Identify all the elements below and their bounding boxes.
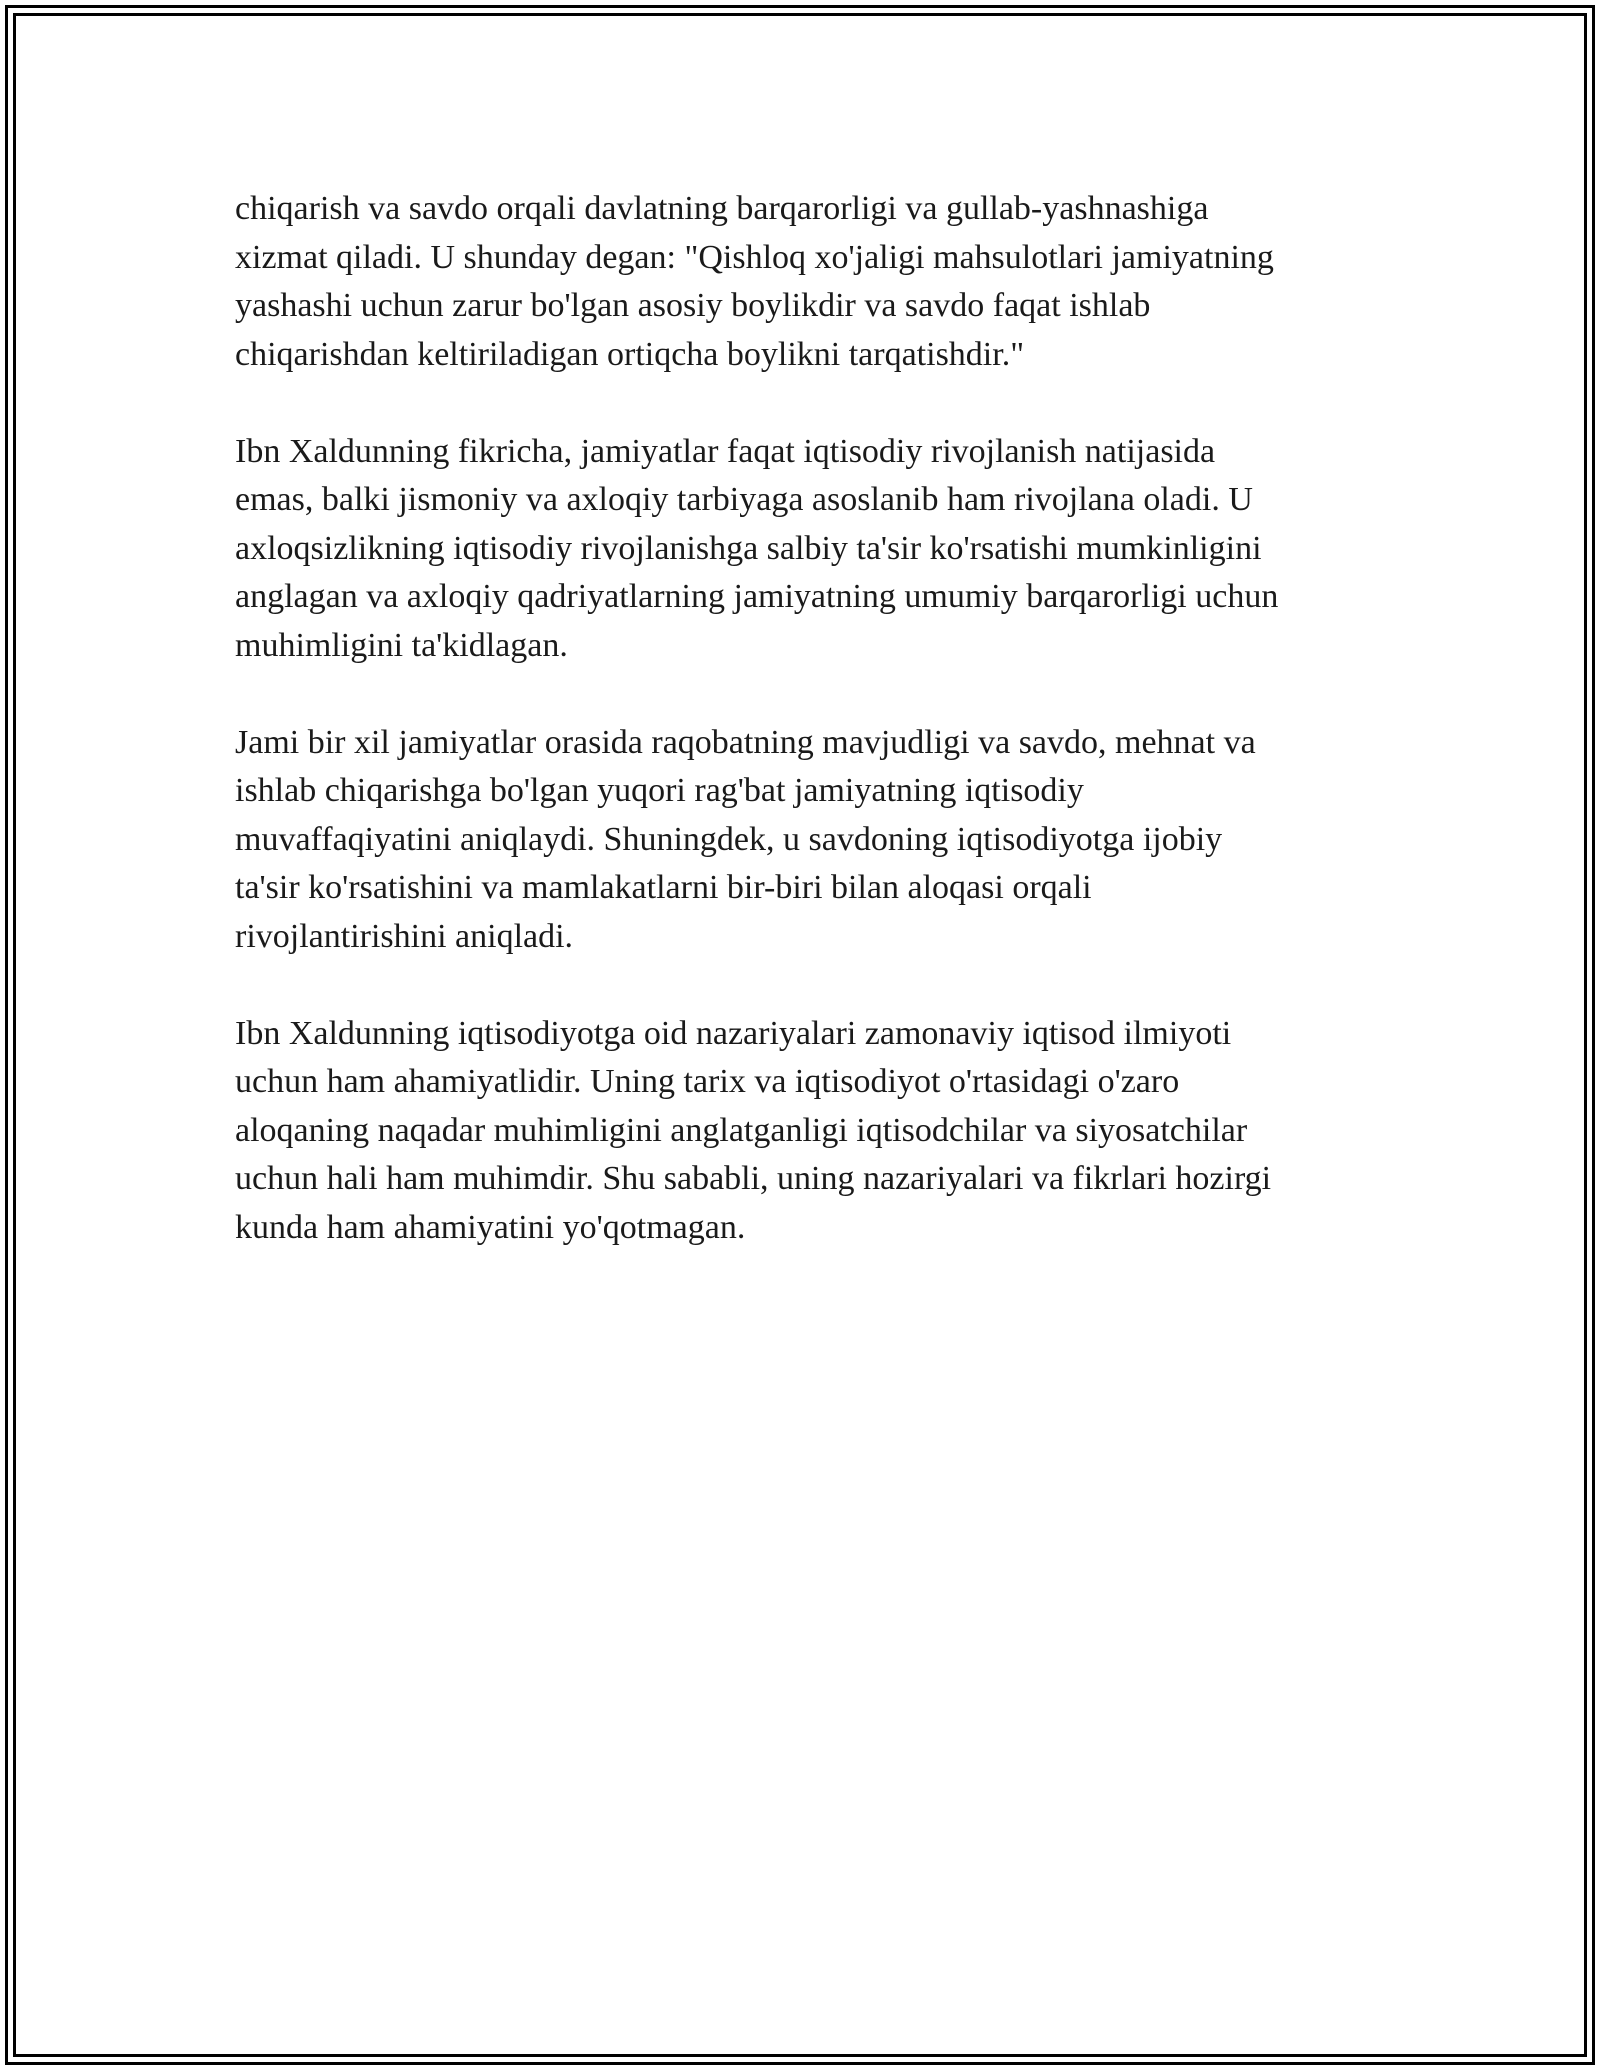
paragraph-2: Ibn Xaldunning fikricha, jamiyatlar faqat iqtisodiy rivojlanish natijasida emas, balki jismoniy va axloqiy tarbiyaga asoslanib ham rivojlana oladi. U axloqsizlikning iqtisodiy rivojlanishga salbiy ta'sir ko'rsatishi mumkinligini anglagan va axloqiy qadriyatlarning jamiyatning umumiy barqarorligi uchun muhimligini ta'kidlagan.: [235, 432, 1279, 664]
paragraph-4: Ibn Xaldunning iqtisodiyotga oid nazariyalari zamonaviy iqtisod ilmiyoti uchun ham ahamiyatlidir. Uning tarix va iqtisodiyot o'rtasidagi o'zaro aloqaning naqadar muhimligini anglatganligi iqtisodchilar va siyosatchilar uchun hali ham muhimdir. Shu sababli, uning nazariyalari va fikrlari hozirgi kunda ham ahamiyatini yo'qotmagan.: [235, 1014, 1272, 1246]
paragraph-1: chiqarish va savdo orqali davlatning barqarorligi va gullab-yashnashiga xizmat qiladi. U shunday degan: "Qishloq xo'jaligi mahsulotlari jamiyatning yashashi uchun zarur bo'lgan asosiy boylikdir va savdo faqat ishlab chiqarishdan keltiriladigan ortiqcha boylikni tarqatishdir.": [235, 190, 1274, 373]
document-body: [235, 185, 1365, 1301]
paragraph-3: Jami bir xil jamiyatlar orasida raqobatning mavjudligi va savdo, mehnat va ishlab chiqarishga bo'lgan yuqori rag'bat jamiyatning iqtisodiy muvaffaqiyatini aniqlaydi. Shuningdek, u savdoning iqtisodiyotga ijobiy ta'sir ko'rsatishini va mamlakatlarni bir-biri bilan aloqasi orqali rivojlantirishini aniqladi.: [235, 723, 1256, 955]
